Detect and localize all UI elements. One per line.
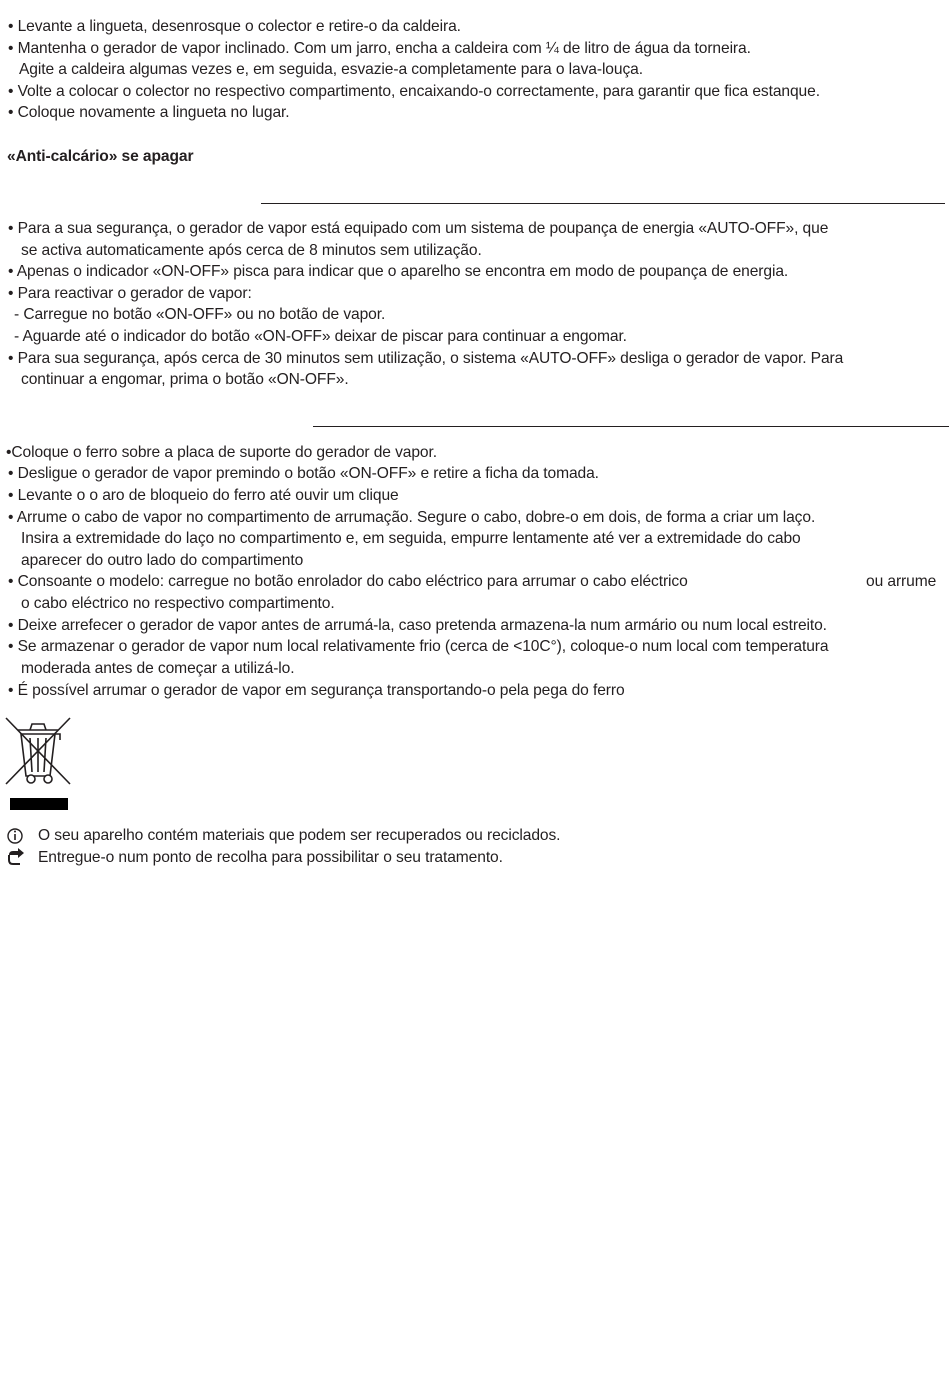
- list-item: • Para reactivar o gerador de vapor:: [8, 285, 252, 302]
- list-item-continuation: Agite a caldeira algumas vezes e, em seguida, esvazie-a completamente para o lava-louça.: [19, 61, 643, 78]
- list-item: • Se armazenar o gerador de vapor num local relativamente frio (cerca de <10C°), coloque-o num local com temperatura: [8, 638, 829, 655]
- sub-list-item: - Carregue no botão «ON-OFF» ou no botão de vapor.: [14, 306, 386, 323]
- list-item-continuation: ou arrume: [866, 573, 937, 590]
- list-item-continuation: aparecer do outro lado do compartimento: [21, 552, 304, 569]
- list-item: • Volte a colocar o colector no respectivo compartimento, encaixando-o correctamente, para garantir que fica estanque.: [8, 83, 820, 100]
- list-item-continuation: se activa automaticamente após cerca de 8 minutos sem utilização.: [21, 242, 482, 259]
- weee-black-bar: [10, 798, 68, 810]
- list-item-continuation: moderada antes de começar a utilizá-lo.: [21, 660, 295, 677]
- list-item: • Deixe arrefecer o gerador de vapor antes de arrumá-la, caso pretenda armazena-la num armário ou num local estreito.: [8, 617, 827, 634]
- list-item: • Para sua segurança, após cerca de 30 minutos sem utilização, o sistema «AUTO-OFF» desliga o gerador de vapor. Para: [8, 350, 844, 367]
- list-item: • Levante a lingueta, desenrosque o colector e retire-o da caldeira.: [8, 18, 461, 35]
- weee-crossed-bin-icon: [4, 716, 74, 788]
- info-icon: [6, 825, 26, 846]
- list-item-continuation: continuar a engomar, prima o botão «ON-OFF».: [21, 371, 349, 388]
- list-item: • Consoante o modelo: carregue no botão enrolador do cabo eléctrico para arrumar o cabo eléctrico: [8, 573, 688, 590]
- list-item: •Coloque o ferro sobre a placa de suporte do gerador de vapor.: [6, 444, 437, 461]
- section-divider: [313, 426, 949, 427]
- list-item: • Para a sua segurança, o gerador de vapor está equipado com um sistema de poupança de energia «AUTO-OFF», que: [8, 220, 829, 237]
- recycling-info-text: O seu aparelho contém materiais que podem ser recuperados ou reciclados.: [38, 827, 561, 844]
- list-item: • Apenas o indicador «ON-OFF» pisca para indicar que o aparelho se encontra em modo de poupança de energia.: [8, 263, 789, 280]
- list-item-continuation: o cabo eléctrico no respectivo compartimento.: [21, 595, 335, 612]
- list-item: • Mantenha o gerador de vapor inclinado. Com um jarro, encha a caldeira com ¼ de litro de água da torneira.: [8, 40, 751, 57]
- list-item: • Coloque novamente a lingueta no lugar.: [8, 104, 290, 121]
- arrow-icon: [6, 847, 26, 868]
- recycling-arrow-text: Entregue-o num ponto de recolha para possibilitar o seu tratamento.: [38, 849, 503, 866]
- section-divider: [261, 203, 945, 204]
- section-heading: «Anti-calcário» se apagar: [7, 148, 194, 165]
- list-item: • É possível arrumar o gerador de vapor em segurança transportando-o pela pega do ferro: [8, 682, 625, 699]
- list-item-continuation: Insira a extremidade do laço no compartimento e, em seguida, empurre lentamente até ver a extremidade do cabo: [21, 530, 801, 547]
- list-item: • Desligue o gerador de vapor premindo o botão «ON-OFF» e retire a ficha da tomada.: [8, 465, 599, 482]
- list-item: • Arrume o cabo de vapor no compartimento de arrumação. Segure o cabo, dobre-o em dois, de forma a criar um laço.: [8, 509, 816, 526]
- list-item: • Levante o o aro de bloqueio do ferro até ouvir um clique: [8, 487, 399, 504]
- sub-list-item: - Aguarde até o indicador do botão «ON-OFF» deixar de piscar para continuar a engomar.: [14, 328, 627, 345]
